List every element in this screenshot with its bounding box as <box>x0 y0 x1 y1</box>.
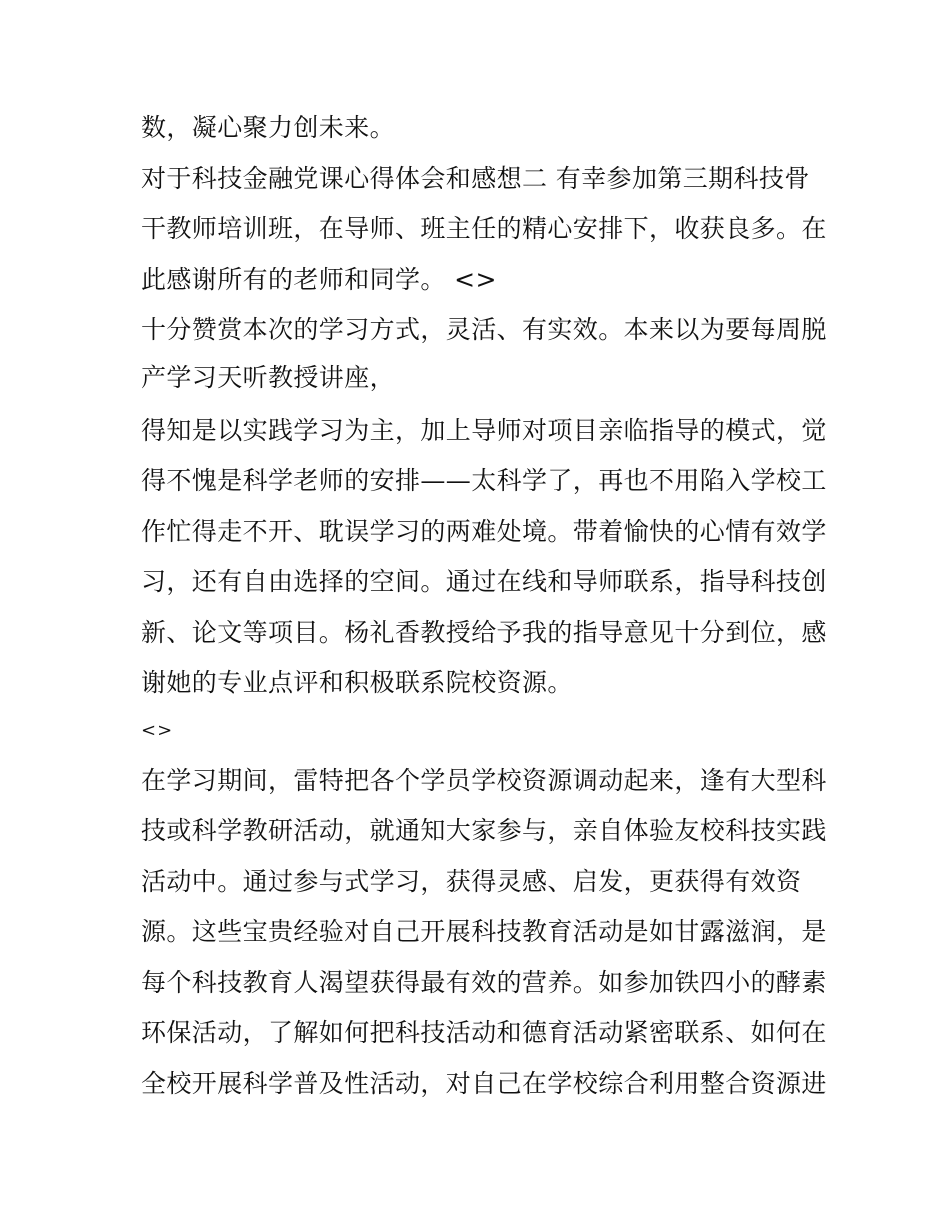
text-line: 活动中。通过参与式学习，获得灵感、启发，更获得有效资 <box>141 867 802 896</box>
text-line: 十分赞赏本次的学习方式，灵活、有实效。本来以为要每周脱 <box>141 315 827 344</box>
text-line: 数，凝心聚力创未来。 <box>141 113 396 142</box>
text-line: 源。这些宝贵经验对自己开展科技教育活动是如甘露滋润，是 <box>141 917 827 946</box>
text-line: 在学习期间，雷特把各个学员学校资源调动起来，逢有大型科 <box>141 766 827 795</box>
text-line: <> <box>141 720 174 741</box>
text-line: 全校开展科学普及性活动，对自己在学校综合利用整合资源进 <box>141 1069 827 1098</box>
text-line: 每个科技教育人渴望获得最有效的营养。如参加铁四小的酵素 <box>141 968 827 997</box>
text-line: 干教师培训班，在导师、班主任的精心安排下，收获良多。在 <box>141 214 827 243</box>
text-line: 习，还有自由选择的空间。通过在线和导师联系，指导科技创 <box>141 567 827 596</box>
text-line: 谢她的专业点评和积极联系院校资源。 <box>141 668 573 697</box>
text-line: 作忙得走不开、耽误学习的两难处境。带着愉快的心情有效学 <box>141 517 827 546</box>
text-line: 此感谢所有的老师和同学。 <> <box>141 265 497 294</box>
text-line: 得不愧是科学老师的安排——太科学了，再也不用陷入学校工 <box>141 466 827 495</box>
text-line: 得知是以实践学习为主，加上导师对项目亲临指导的模式，觉 <box>141 416 827 445</box>
text-line: 环保活动，了解如何把科技活动和德育活动紧密联系、如何在 <box>141 1018 827 1047</box>
text-line: 产学习天听教授讲座， <box>141 363 396 392</box>
text-line: 技或科学教研活动，就通知大家参与，亲自体验友校科技实践 <box>141 816 827 845</box>
text-line: 对于科技金融党课心得体会和感想二 有幸参加第三期科技骨 <box>141 164 810 193</box>
text-line: 新、论文等项目。杨礼香教授给予我的指导意见十分到位，感 <box>141 618 827 647</box>
